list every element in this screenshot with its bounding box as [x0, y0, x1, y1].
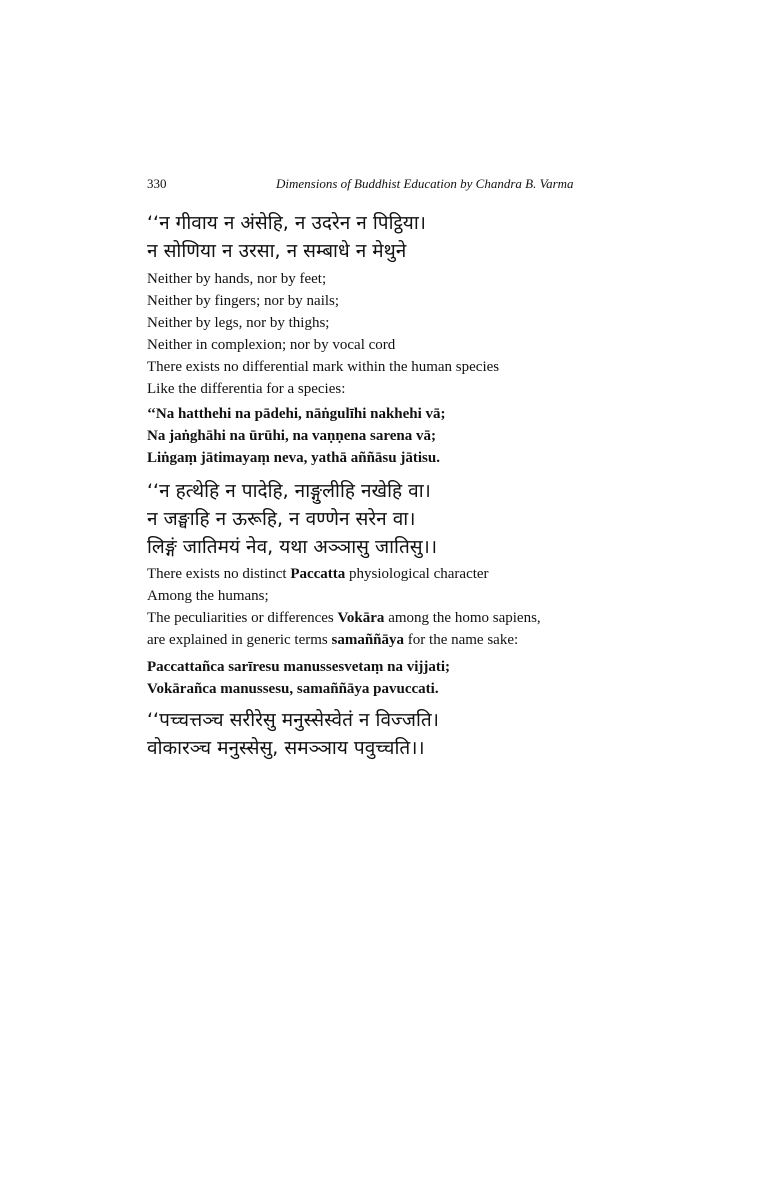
devanagari-line: ‘‘न हत्थेहि न पादेहि, नाङ्गुलीहि नखेहि वा। — [147, 480, 431, 502]
pali-line: Vokārañca manussesu, samaññāya pavuccati. — [147, 681, 439, 697]
pali-term: Vokāra — [337, 610, 385, 626]
devanagari-line: न जङ्घाहि न ऊरूहि, न वण्णेन सरेन वा। — [147, 508, 416, 530]
translation-line: There exists no differential mark within the human species — [147, 359, 500, 375]
translation-line: Neither in complexion; nor by vocal cord — [147, 337, 396, 353]
translation-line: Neither by hands, nor by feet; — [147, 271, 327, 287]
devanagari-line: ‘‘न गीवाय न अंसेहि, न उदरेन न पिट्ठिया। — [147, 212, 426, 234]
devanagari-line: ‘‘पच्चत्तञ्च सरीरेसु मनुस्सेस्वेतं न विज्जति। — [147, 709, 439, 731]
devanagari-verse-1 — [147, 209, 426, 265]
pali-verse-1 — [147, 403, 446, 469]
translation-text: for the name sake: — [404, 632, 519, 648]
translation-line: Among the humans; — [147, 588, 269, 604]
translation-line — [147, 607, 541, 629]
translation-text: There exists no distinct — [147, 566, 291, 582]
running-title: Dimensions of Buddhist Education by Chandra B. Varma — [276, 176, 574, 191]
devanagari-line: वोकारञ्च मनुस्सेसु, समञ्ञाय पवुच्चति।। — [147, 737, 425, 759]
translation-line — [147, 563, 541, 585]
devanagari-verse-2 — [147, 477, 437, 561]
translation-line — [147, 629, 541, 651]
pali-term: Paccatta — [290, 566, 346, 582]
devanagari-line: न सोणिया न उरसा, न सम्बाधे न मेथुने — [147, 240, 407, 262]
page-number: 330 — [147, 176, 167, 191]
pali-line: Liṅgaṃ jātimayaṃ neva, yathā aññāsu jātisu. — [147, 450, 440, 466]
translation-text: physiological character — [345, 566, 489, 582]
english-translation-2 — [147, 563, 541, 651]
english-translation-1 — [147, 268, 499, 400]
pali-line: Na jaṅghāhi na ūrūhi, na vaṇṇena sarena vā; — [147, 428, 436, 444]
devanagari-line: लिङ्गं जातिमयं नेव, यथा अञ्ञासु जातिसु।। — [147, 536, 438, 558]
translation-text: are explained in generic terms — [147, 632, 332, 648]
translation-text: among the homo sapiens, — [384, 610, 541, 626]
pali-line: Paccattañca sarīresu manussesvetaṃ na vijjati; — [147, 659, 451, 675]
translation-text: The peculiarities or differences — [147, 610, 338, 626]
pali-line: ‘‘Na hatthehi na pādehi, nāṅgulīhi nakhehi vā; — [147, 406, 446, 422]
pali-term: samaññāya — [331, 632, 405, 648]
translation-line: Neither by legs, nor by thighs; — [147, 315, 330, 331]
translation-line: Like the differentia for a species: — [147, 381, 346, 397]
translation-line: Neither by fingers; nor by nails; — [147, 293, 340, 309]
page-header — [147, 176, 617, 198]
devanagari-verse-3 — [147, 706, 439, 762]
pali-verse-2 — [147, 656, 450, 700]
